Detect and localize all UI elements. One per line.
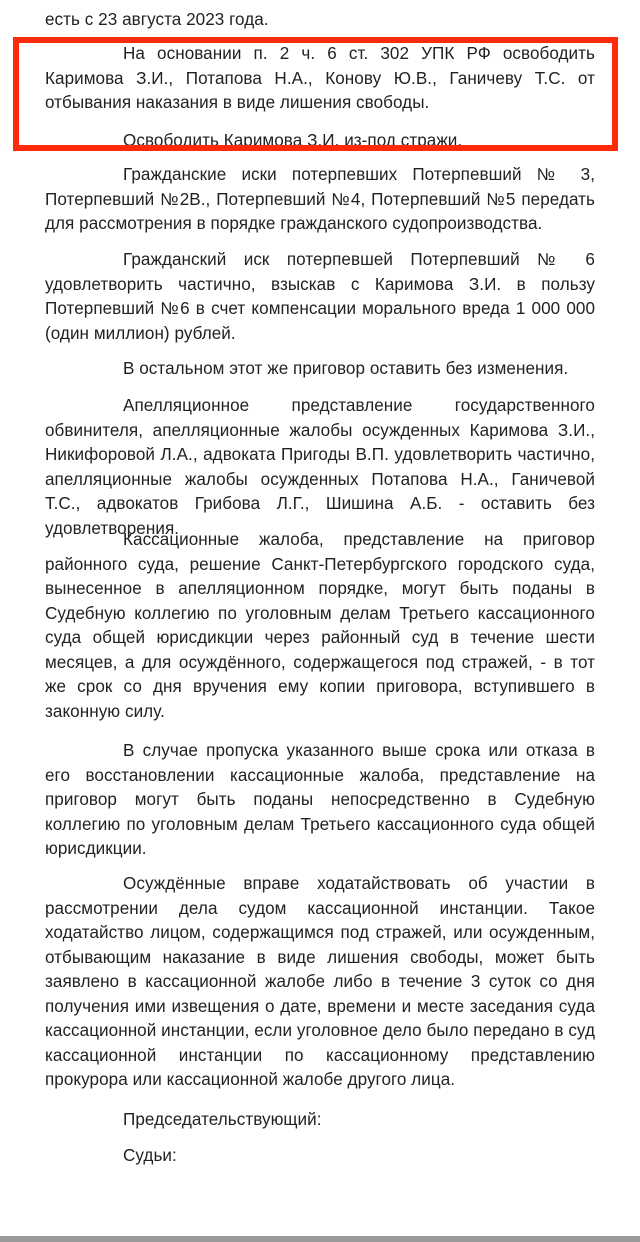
- missed-deadline-paragraph: [45, 739, 595, 862]
- top-line: есть с 23 августа 2023 года.: [45, 10, 269, 29]
- paragraph-release-from-custody: Освободить Каримова З.И. из-под стражи.: [123, 131, 463, 150]
- presiding-judge-line: [45, 1108, 595, 1133]
- participation-paragraph: [45, 872, 595, 1093]
- presiding-judge-label: Председательствующий:: [123, 1110, 322, 1129]
- judges-label: Судьи:: [123, 1146, 177, 1165]
- paragraph-missed-deadline: В случае пропуска указанного выше срока или отказа в его восстановлении кассационные жалоба, представление на приговор могут быть поданы непосредственно в Судебную коллегию по уголовным делам Третьего кассационного суда общей юрисдикции.: [45, 741, 595, 858]
- remainder-paragraph: [45, 357, 595, 382]
- previous-paragraph-fragment: [45, 8, 595, 33]
- paragraph-remainder-unchanged: В остальном этот же приговор оставить без изменения.: [123, 359, 569, 378]
- bottom-edge-bar: [0, 1236, 640, 1242]
- civil-claim-6-paragraph: [45, 248, 595, 346]
- paragraph-civil-claims: Гражданские иски потерпевших Потерпевший № 3, Потерпевший №2В., Потерпевший №4, Потерпевший №5 передать для рассмотрения в порядке гражданского судопроизводства.: [45, 165, 595, 233]
- highlight-frame: [13, 37, 618, 151]
- paragraph-release-from-punishment: На основании п. 2 ч. 6 ст. 302 УПК РФ освободить Каримова З.И., Потапова Н.А., Конову Ю.В., Ганичеву Т.С. от отбывания наказания в виде лишения свободы.: [45, 44, 595, 112]
- paragraph-cassation: Кассационные жалоба, представление на приговор районного суда, решение Санкт-Петербургского городского суда, вынесенное в апелляционном порядке, могут быть поданы в Судебную коллегию по уголовным делам Третьего кассационного суда общей юрисдикции через районный суд в течение шести месяцев, а для осуждённого, содержащегося под стражей, - в тот же срок со дня вручения ему копии приговора, вступившего в законную силу.: [45, 530, 595, 721]
- paragraph-appeals: Апелляционное представление государственного обвинителя, апелляционные жалобы осужденных Каримова З.И., Никифоровой Л.А., адвоката Пригоды В.П. удовлетворить частично, апелляционные жалобы осужденных Потапова Н.А., Ганичевой Т.С., адвокатов Грибова Л.Г., Шишина А.Б. - оставить без удовлетворения.: [45, 396, 595, 538]
- paragraph-participation-right: Осуждённые вправе ходатайствовать об участии в рассмотрении дела судом кассационной инстанции. Такое ходатайство лицом, содержащимся под стражей, или осужденным, отбывающим наказание в виде лишения свободы, может быть заявлено в кассационной жалобе либо в течение 3 суток со дня получения ими извещения о дате, времени и месте заседания суда кассационной инстанции, если уголовное дело было передано в суд кассационной инстанции по кассационному представлению прокурора или кассационной жалобе другого лица.: [45, 874, 595, 1089]
- cassation-paragraph: [45, 528, 595, 724]
- judges-line: [45, 1144, 595, 1169]
- civil-claims-paragraph: [45, 163, 595, 237]
- appeals-paragraph: [45, 394, 595, 541]
- paragraph-civil-claim-victim-6: Гражданский иск потерпевшей Потерпевший № 6 удовлетворить частично, взыскав с Каримова З.И. в пользу Потерпевший №6 в счет компенсации морального вреда 1 000 000 (один миллион) рублей.: [45, 250, 595, 343]
